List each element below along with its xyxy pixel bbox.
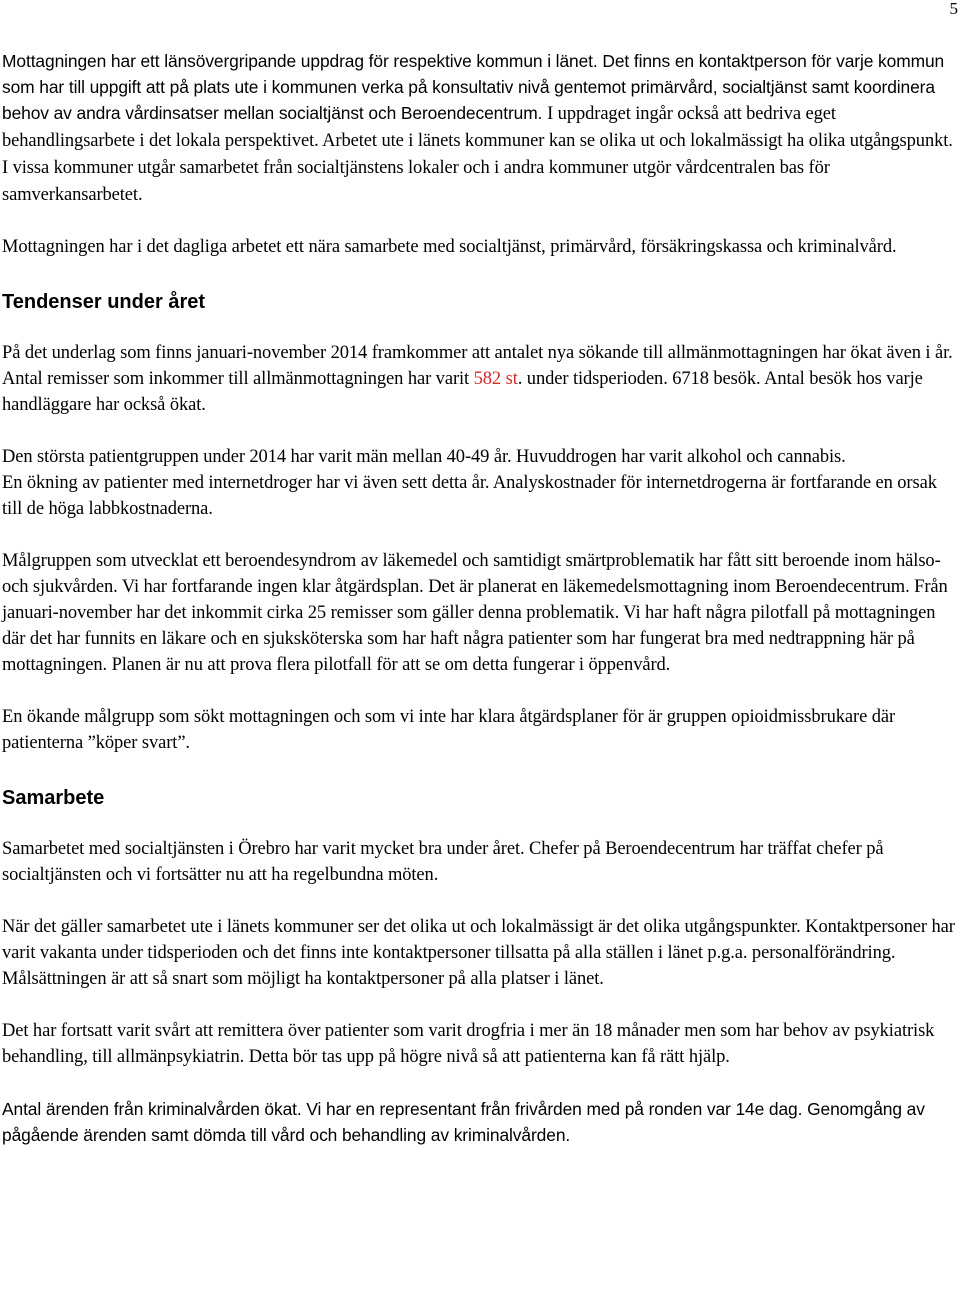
remiss-count-highlight: 582 st: [473, 369, 518, 389]
samarbete-paragraph-1: Samarbetet med socialtjänsten i Örebro har varit mycket bra under året. Chefer på Beroendecentrum har träffat chefer på socialtjänsten och vi fortsätter nu att ha regelbundna möten.: [2, 839, 884, 885]
collaboration-paragraph: Mottagningen har i det dagliga arbetet ett nära samarbete med socialtjänst, primärvård, försäkringskassa och kriminalvård.: [2, 237, 897, 257]
tendenser-paragraph-2: Den största patientgruppen under 2014 har varit män mellan 40-49 år. Huvuddrogen har varit alkohol och cannabis.: [2, 447, 846, 467]
samarbete-paragraph-2: När det gäller samarbetet ute i länets kommuner ser det olika ut och lokalmässigt är det olika utgångspunkter. Kontaktpersoner har varit vakanta under tidsperioden och det finns inte kontaktpersoner tillsatta på alla ställen i länet p.g.a. personalförändring. Målsättningen är att så snart som möjligt ha kontaktpersoner på alla platser i länet.: [2, 917, 955, 989]
page-number: 5: [949, 0, 958, 18]
tendenser-p1-end: . under tidsperioden. 6718 besök. Antal besök hos varje handläggare har också ökat.: [2, 369, 923, 415]
document-body: [2, 48, 957, 1174]
heading-tendenser: Tendenser under året: [2, 291, 206, 313]
samarbete-paragraph-3: Det har fortsatt varit svårt att remittera över patienter som varit drogfria i mer än 18 månader men som har behov av psykiatrisk behandling, till allmänpsykiatrin. Detta bör tas upp på högre nivå så att patienterna kan få rätt hjälp.: [2, 1021, 935, 1067]
tendenser-paragraph-1: [2, 340, 957, 418]
tendenser-paragraph-5: En ökande målgrupp som sökt mottagningen och som vi inte har klara åtgärdsplaner för är gruppen opioidmissbrukare där patienterna ”köper svart”.: [2, 707, 896, 753]
intro-text-sans: Mottagningen har ett länsövergripande uppdrag för respektive kommun i länet. Det finns en kontaktperson för varje kommun som har till uppgift att på plats ute i kommunen verka på konsultativ nivå gentemot primärvård, socialtjänst samt koordinera behov av andra vårdinsatser mellan socialtjänst och Beroendecentrum.: [2, 51, 945, 123]
heading-samarbete: Samarbete: [2, 787, 105, 809]
tendenser-paragraph-3: En ökning av patienter med internetdroger har vi även sett detta år. Analyskostnader för internetdrogerna är fortfarande en orsak till de höga labbkostnaderna.: [2, 473, 937, 519]
intro-text-serif: I uppdraget ingår också att bedriva eget behandlingsarbete i det lokala perspektivet. Arbetet ute i länets kommuner kan se olika ut och lokalmässigt ha olika utgångspunkt. I vissa kommuner utgår samarbetet från socialtjänstens lokaler och i andra kommuner utgör vårdcentralen bas för samverkansarbetet.: [2, 104, 953, 205]
tendenser-p1-start: På det underlag som finns januari-november 2014 framkommer att antalet nya sökande till allmänmottagningen har ökat även i år. Antal remisser som inkommer till allmänmottagningen har varit: [2, 343, 953, 389]
tendenser-paragraph-4: Målgruppen som utvecklat ett beroendesyndrom av läkemedel och samtidigt smärtproblematik har fått sitt beroende inom hälso- och sjukvården. Vi har fortfarande ingen klar åtgärdsplan. Det är planerat en läkemedelsmottagning inom Beroendecentrum. Från januari-november har det inkommit cirka 25 remisser som gäller denna problematik. Vi har haft några pilotfall på mottagningen där det har funnits en läkare och en sjuksköterska som har haft några patienter som har fungerat bra med nedtrappning här på mottagningen. Planen är nu att prova flera pilotfall för att se om detta fungerar i öppenvård.: [2, 551, 948, 675]
intro-paragraph: [2, 48, 957, 208]
samarbete-paragraph-4: Antal ärenden från kriminalvården ökat. Vi har en representant från frivården med på ronden var 14e dag. Genomgång av pågående ärenden samt dömda till vård och behandling av kriminalvården.: [2, 1099, 925, 1145]
